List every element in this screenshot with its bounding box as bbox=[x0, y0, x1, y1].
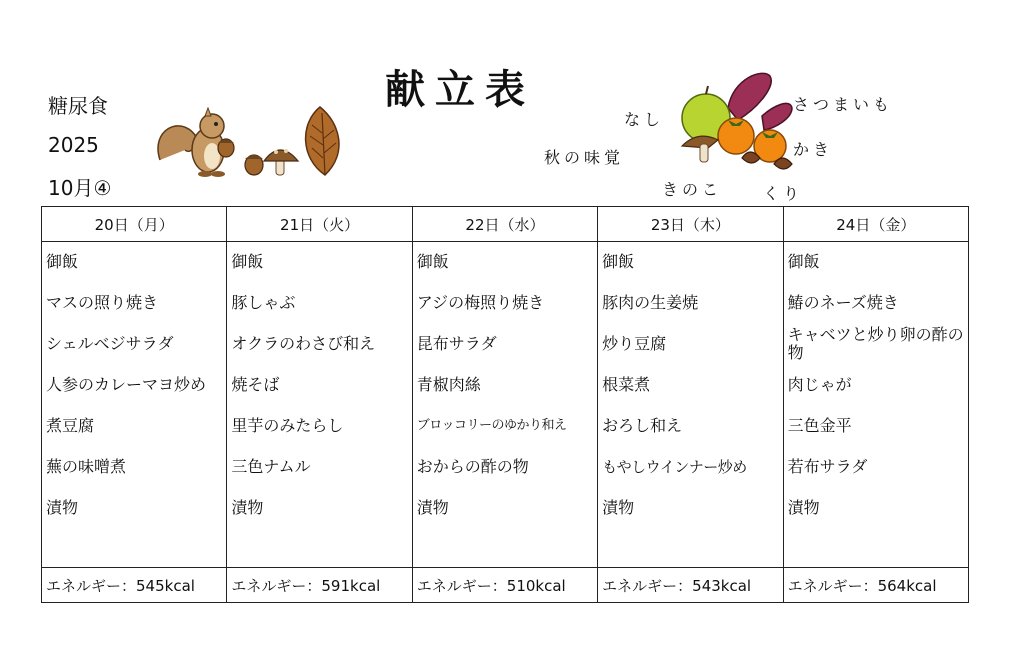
dish-item: シェルベジサラダ bbox=[46, 333, 174, 353]
label-persimmon: かき bbox=[793, 140, 834, 159]
date-header: 20日（月） bbox=[42, 207, 227, 242]
dish-item: 里芋のみたらし bbox=[231, 415, 344, 435]
energy-row bbox=[42, 568, 969, 603]
autumn-fruits-illustration bbox=[678, 68, 798, 178]
label-pear: なし bbox=[624, 110, 665, 129]
dish-item: 昆布サラダ bbox=[416, 333, 497, 353]
dish-item: アジの梅照り焼き bbox=[416, 292, 545, 312]
day-dishes bbox=[598, 242, 783, 568]
dish-item: 御飯 bbox=[46, 252, 79, 271]
dish-item: 肉じゃが bbox=[787, 374, 852, 394]
dish-item: 三色ナムル bbox=[231, 456, 311, 476]
leaf-icon bbox=[300, 103, 350, 178]
energy-value: エネルギー：510kcal bbox=[412, 568, 597, 603]
year-label: 2025 bbox=[48, 133, 99, 157]
dish-item: 豚肉の生姜焼 bbox=[602, 292, 699, 312]
dish-item: 漬物 bbox=[602, 497, 635, 517]
season-caption: 秋の味覚 bbox=[544, 148, 625, 167]
date-header: 23日（木） bbox=[598, 207, 783, 242]
date-header-row bbox=[42, 207, 969, 242]
dish-item: 豚しゃぶ bbox=[231, 292, 296, 312]
mushroom-icon bbox=[240, 135, 300, 185]
dish-item: 焼そば bbox=[231, 374, 280, 394]
dish-item: 漬物 bbox=[46, 497, 79, 517]
label-chestnut: くり bbox=[763, 184, 804, 203]
dish-item: キャベツと炒り卵の酢の物 bbox=[787, 324, 964, 362]
dish-item: 若布サラダ bbox=[787, 456, 868, 476]
dish-item: おからの酢の物 bbox=[416, 456, 529, 476]
dishes-row bbox=[42, 242, 969, 568]
dish-item: 御飯 bbox=[416, 252, 449, 271]
week-label: 10月④ bbox=[48, 176, 112, 200]
energy-value: エネルギー：564kcal bbox=[783, 568, 968, 603]
dish-item: 御飯 bbox=[787, 252, 820, 271]
date-header: 22日（水） bbox=[412, 207, 597, 242]
energy-value: エネルギー：543kcal bbox=[598, 568, 783, 603]
day-dishes bbox=[227, 242, 412, 568]
dish-item: 漬物 bbox=[416, 497, 449, 517]
dish-item: 根菜煮 bbox=[602, 374, 651, 394]
label-sweet-potato: さつまいも bbox=[793, 95, 894, 114]
dish-item: ブロッコリーのゆかり和え bbox=[416, 417, 567, 433]
date-header: 24日（金） bbox=[783, 207, 968, 242]
day-dishes bbox=[42, 242, 227, 568]
energy-value: エネルギー：545kcal bbox=[42, 568, 227, 603]
dish-item: マスの照り焼き bbox=[46, 292, 159, 312]
energy-value: エネルギー：591kcal bbox=[227, 568, 412, 603]
dish-item: 御飯 bbox=[602, 252, 635, 271]
day-dishes bbox=[412, 242, 597, 568]
dish-item: 御飯 bbox=[231, 252, 264, 271]
dish-item: 漬物 bbox=[231, 497, 264, 517]
dish-item: おろし和え bbox=[602, 415, 683, 435]
dish-item: 鰆のネーズ焼き bbox=[787, 292, 899, 312]
label-mushroom: きのこ bbox=[662, 180, 723, 199]
dish-item: もやしウインナー炒め bbox=[602, 457, 747, 476]
dish-item: 人参のカレーマヨ炒め bbox=[46, 374, 207, 394]
dish-item: 漬物 bbox=[787, 497, 820, 517]
dish-item: 三色金平 bbox=[787, 415, 852, 435]
menu-table bbox=[41, 206, 969, 603]
date-header: 21日（火） bbox=[227, 207, 412, 242]
dish-item: 青椒肉絲 bbox=[416, 374, 481, 394]
diet-category: 糖尿食 bbox=[48, 94, 108, 118]
page-title: 献立表 bbox=[385, 67, 535, 113]
dish-item: 蕪の味噌煮 bbox=[46, 456, 127, 476]
dish-item: オクラのわさび和え bbox=[231, 333, 376, 353]
dish-item: 煮豆腐 bbox=[46, 415, 95, 435]
day-dishes bbox=[783, 242, 968, 568]
dish-item: 炒り豆腐 bbox=[602, 333, 667, 353]
